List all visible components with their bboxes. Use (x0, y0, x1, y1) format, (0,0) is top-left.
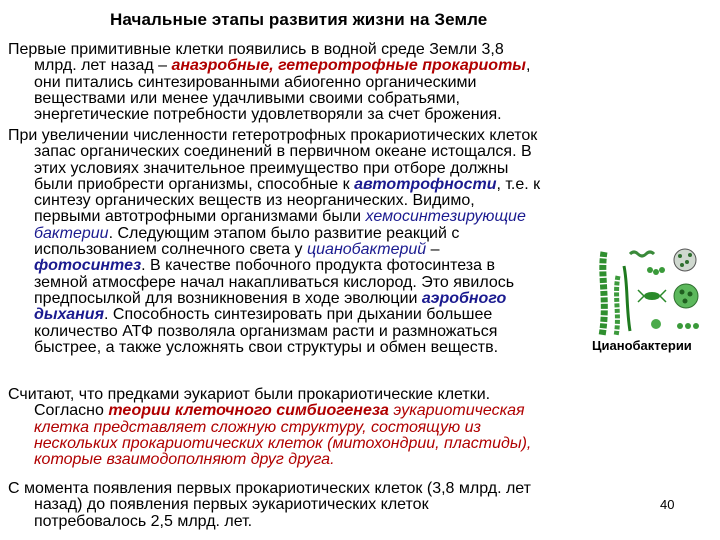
text-line: млрд. лет назад – анаэробные, гетеротрофные прокариоты, (34, 57, 531, 75)
page-number: 40 (660, 497, 675, 512)
text-line: первыми автотрофными организмами были хемосинтезирующие (34, 208, 526, 226)
text-line: земной атмосфере начал накапливаться кислород. Это явилось (34, 273, 515, 291)
term-bacteria: бактерии (34, 224, 109, 242)
text-line: веществами или менее удачливыми своими собратьями, (34, 89, 460, 107)
text-line: которые взаимодополняют друг друга. (34, 451, 335, 469)
text-line: быстрее, а также усложнять свои структуры и обмен веществ. (34, 338, 499, 356)
text-line: С момента появления первых прокариотических клеток (3,8 млрд. лет (8, 480, 531, 497)
paragraph-timeline (8, 481, 531, 530)
paragraph-eukaryote-origin (8, 387, 531, 468)
text-line: потребовалось 2,5 млрд. лет. (34, 512, 253, 530)
text-line: были приобрести организмы, способные к автотрофности, т.е. к (34, 175, 541, 193)
term-chemosynthetic: хемосинтезирующие (365, 208, 526, 226)
text-line: дыхания. Способность синтезировать при дыхании большее (34, 306, 493, 324)
text-line: использованием солнечного света у цианобактерий – (34, 241, 440, 259)
term-autotrophy: автотрофности (354, 175, 497, 193)
text-line: запас органических соединений в первичном океане истощался. В (34, 143, 532, 161)
text-line: назад) до появления первых эукариотических клеток (34, 496, 429, 514)
text-line: этих условиях значительное преимущество при отборе должны (34, 159, 509, 177)
text-line: нескольких прокариотических клеток (митохондрии, пластиды), (34, 434, 532, 452)
term-aerobic: аэробного (421, 289, 507, 307)
term-cyanobacteria: цианобактерий (307, 241, 427, 259)
text-line: Согласно теории клеточного симбиогенеза эукариотическая (34, 402, 525, 420)
text-line: Первые примитивные клетки появились в водной среде Земли 3,8 (8, 41, 504, 58)
text-line: клетка представляет сложную структуру, состоящую из (34, 418, 481, 436)
text-line: предпосылкой для возникновения в ходе эволюции аэробного (34, 289, 507, 307)
slide-title: Начальные этапы развития жизни на Земле (110, 10, 488, 29)
term-symbiogenesis-theory: теории клеточного симбиогенеза (108, 402, 389, 420)
paragraph-autotrophy (8, 128, 540, 356)
text-line: они питались синтезированными абиогенно органическими (34, 73, 477, 91)
paragraph-origin (8, 42, 530, 123)
figure-caption: Цианобактерии (592, 338, 692, 353)
text-line: При увеличении численности гетеротрофных прокариотических клеток (8, 127, 538, 144)
text-line: бактерии. Следующим этапом было развитие реакций с (34, 224, 460, 242)
text-line: Считают, что предками эукариот были прокариотические клетки. (8, 386, 491, 403)
text-line: энергетические потребности удовлетворяли за счет брожения. (34, 106, 502, 124)
term-photosynthesis: фотосинтез (34, 257, 142, 275)
term-anaerobic-prokaryotes: анаэробные, гетеротрофные прокариоты (171, 57, 526, 75)
text-line: фотосинтез. В качестве побочного продукта фотосинтеза в (34, 257, 495, 275)
term-respiration: дыхания (34, 306, 104, 324)
text-line: синтезу органических веществ из неорганических. Видимо, (34, 192, 475, 210)
text-line: количество АТФ позволяла организмам расти и размножаться (34, 322, 498, 340)
cyanobacteria-illustration (590, 246, 708, 338)
